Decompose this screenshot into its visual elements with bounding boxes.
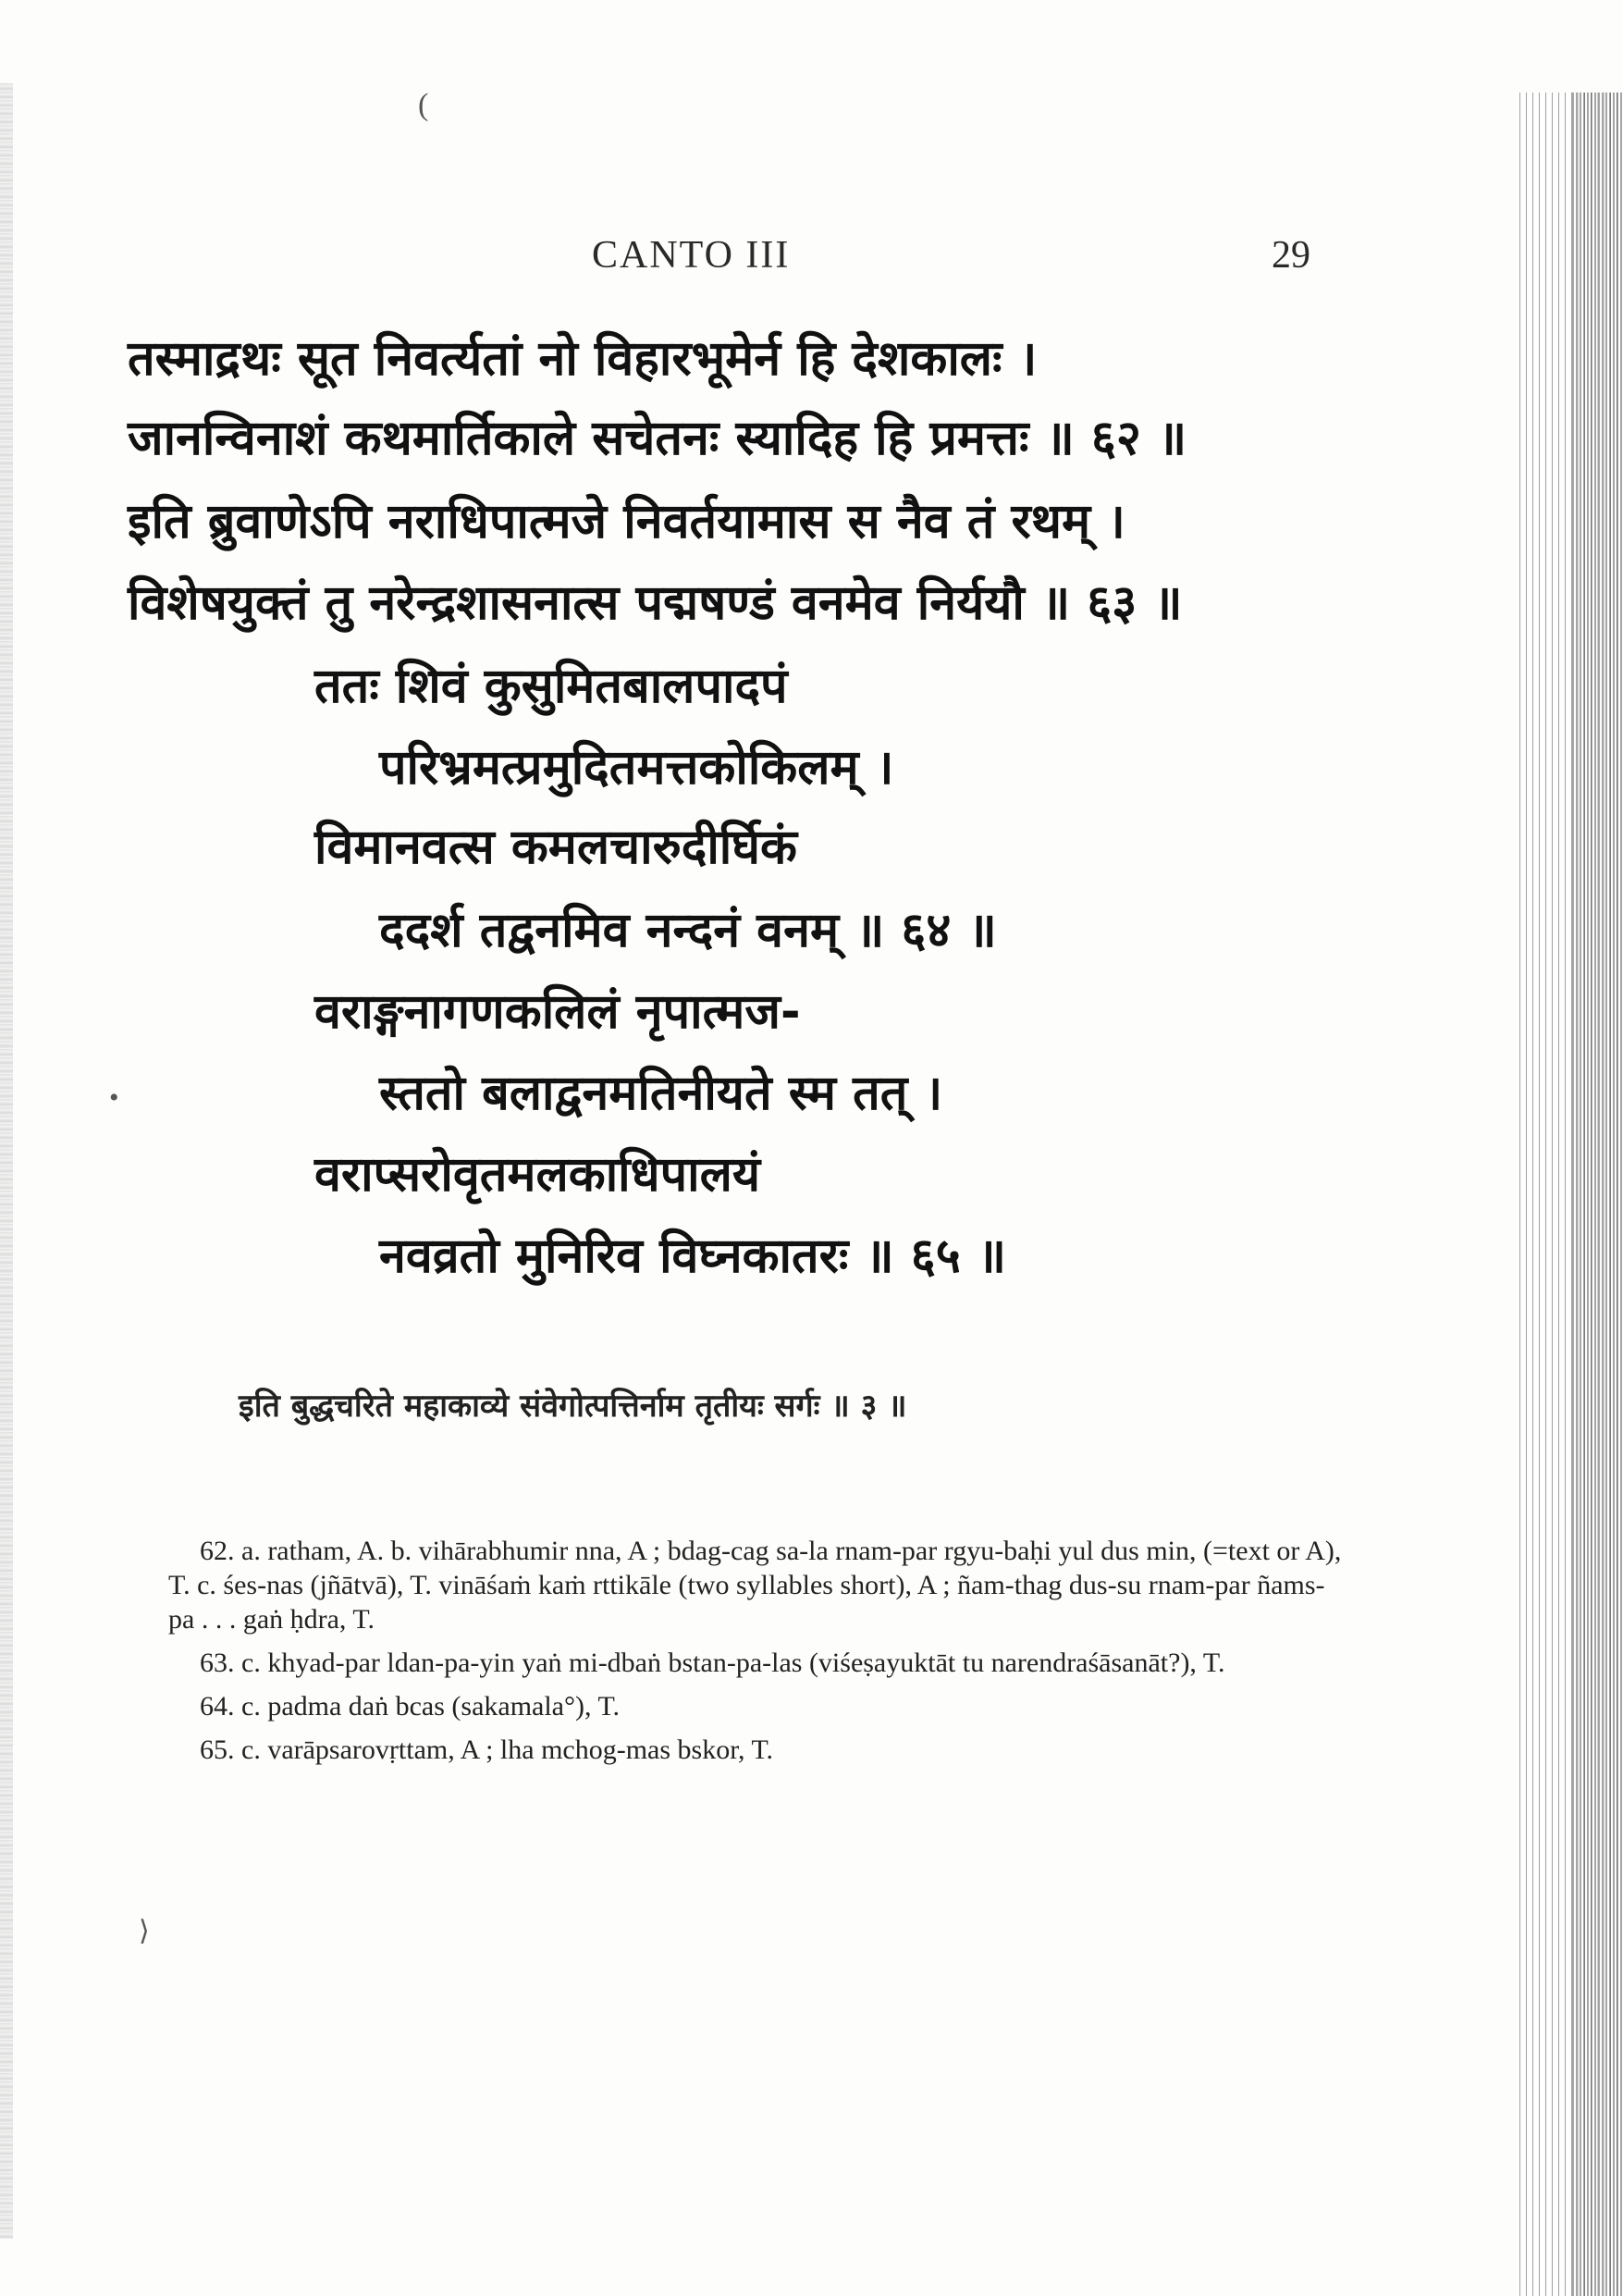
page-binding-shadow xyxy=(1572,93,1623,2296)
verse-line: इति ब्रुवाणेऽपि नराधिपात्मजे निवर्तयामास स नैव तं रथम् । xyxy=(128,494,1125,549)
footnote: 63. c. khyad-par ldan-pa-yin yaṅ mi-dbaṅ bstan-pa-las (viśeṣayuktāt tu narendraśāsanāt?), T. xyxy=(200,1648,1225,1678)
verse-line: वराप्सरोवृतमलकाधिपालयं xyxy=(314,1147,761,1203)
stray-dot-mark: • xyxy=(109,1082,119,1113)
stray-paren-mark: ( xyxy=(418,88,429,122)
verse-line: वराङ्गनागणकलिलं नृपात्मज- xyxy=(314,984,801,1040)
verse-line: तस्माद्रथः सूत निवर्त्यतां नो विहारभूमेर्न हि देशकालः । xyxy=(128,331,1038,387)
verse-line: विशेषयुक्तं तु नरेन्द्रशासनात्स पद्मषण्डं वनमेव निर्ययौ ॥ ६३ ॥ xyxy=(128,575,1183,631)
page-header xyxy=(129,233,1313,289)
footnotes xyxy=(168,1534,1343,1776)
footnote: 65. c. varāpsarovṛttam, A ; lha mchog-mas bskor, T. xyxy=(200,1734,774,1765)
footnote: 64. c. padma daṅ bcas (sakamala°), T. xyxy=(200,1691,621,1722)
verse-line: विमानवत्स कमलचारुदीर्घिकं xyxy=(314,820,797,875)
canto-colophon: इति बुद्धचरिते महाकाव्ये संवेगोत्पत्तिर्नाम तृतीयः सर्गः ॥ ३ ॥ xyxy=(239,1388,907,1425)
page-number: 29 xyxy=(1272,234,1310,277)
verse-line: जानन्विनाशं कथमार्तिकाले सचेतनः स्यादिह हि प्रमत्तः ॥ ६२ ॥ xyxy=(128,411,1187,466)
stray-bracket-mark: ⟩ xyxy=(139,1916,150,1946)
verse-line: ततः शिवं कुसुमितबालपादपं xyxy=(314,659,788,714)
verse-line: परिभ्रमत्प्रमुदितमत्तकोकिलम् । xyxy=(379,740,894,796)
page-left-edge xyxy=(0,83,13,2239)
footnote: 62. a. ratham, A. b. vihārabhumir nna, A ; bdag-cag sa-la rnam-par rgyu-baḥi yul dus min, (=text or A), T. c. śes-nas (jñātvā), T. vināśaṁ kaṁ rttikāle (two syllables short), A ; ñam-thag dus-su rnam-par ñams-pa . . . gaṅ ḥdra, T. xyxy=(168,1536,1342,1635)
verse-line: नवव्रतो मुनिरिव विघ्नकातरः ॥ ६५ ॥ xyxy=(379,1228,1007,1284)
verse-line: ददर्श तद्वनमिव नन्दनं वनम् ॥ ६४ ॥ xyxy=(379,903,997,958)
verse-line: स्ततो बलाद्वनमतिनीयते स्म तत् । xyxy=(379,1066,943,1121)
running-title: CANTO III xyxy=(592,234,791,277)
